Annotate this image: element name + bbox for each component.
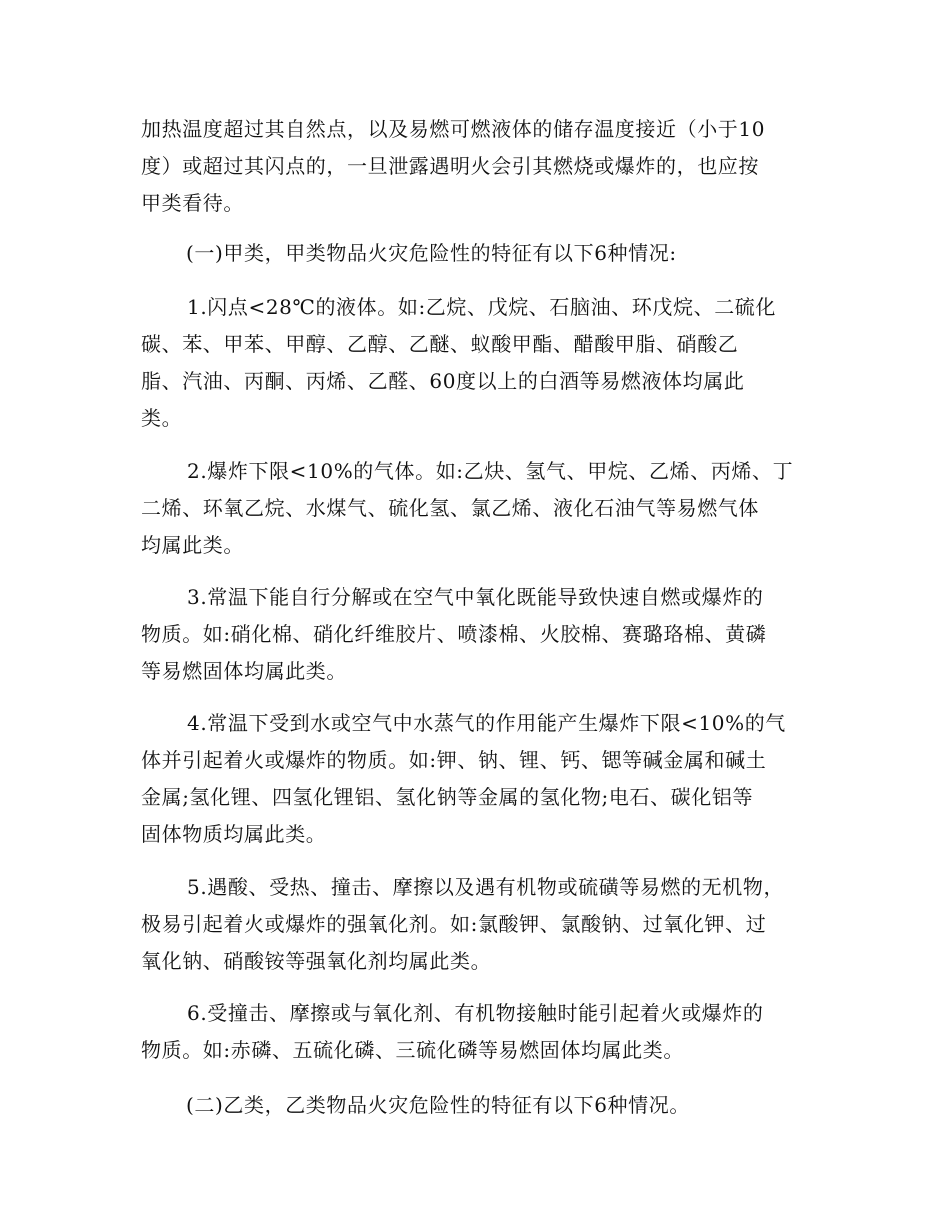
text-line: 甲类看待。: [141, 191, 244, 215]
text-line: 2.爆炸下限<10%的气体。如:乙炔、氢气、甲烷、乙烯、丙烯、丁: [187, 459, 794, 483]
text-line: 类。: [141, 406, 183, 430]
text-line: 6.受撞击、摩擦或与氧化剂、有机物接触时能引起着火或爆炸的: [187, 1001, 764, 1025]
text-line: 等易燃固体均属此类。: [141, 659, 347, 683]
text-line: 体并引起着火或爆炸的物质。如:钾、钠、锂、钙、锶等碱金属和碱土: [141, 748, 767, 772]
section-heading-class-a: [186, 235, 858, 272]
paragraph-intro: [141, 111, 813, 222]
text-line: (二)乙类，乙类物品火灾危险性的特征有以下6种情况。: [186, 1093, 690, 1117]
text-line: 碳、苯、甲苯、甲醇、乙醇、乙醚、蚁酸甲酯、醋酸甲脂、硝酸乙: [141, 332, 739, 356]
text-line: 4.常温下受到水或空气中水蒸气的作用能产生爆炸下限<10%的气: [187, 711, 786, 735]
text-line: 脂、汽油、丙酮、丙烯、乙醛、60度以上的白酒等易燃液体均属此: [141, 369, 745, 393]
list-item-4: [141, 705, 813, 853]
text-line: 物质。如:硝化棉、硝化纤维胶片、喷漆棉、火胶棉、赛璐珞棉、黄磷: [141, 622, 767, 646]
text-line: 物质。如:赤磷、五硫化磷、三硫化磷等易燃固体均属此类。: [141, 1038, 684, 1062]
list-item-2: [141, 453, 813, 564]
text-line: 固体物质均属此类。: [141, 822, 327, 846]
text-line: (一)甲类，甲类物品火灾危险性的特征有以下6种情况:: [186, 241, 677, 265]
text-line: 1.闪点<28℃的液体。如:乙烷、戊烷、石脑油、环戊烷、二硫化: [187, 295, 776, 319]
list-item-6: [141, 995, 813, 1069]
text-line: 加热温度超过其自然点，以及易燃可燃液体的储存温度接近（小于10: [141, 117, 766, 141]
text-line: 二烯、环氧乙烷、水煤气、硫化氢、氯乙烯、液化石油气等易燃气体: [141, 496, 759, 520]
text-line: 5.遇酸、受热、撞击、摩擦以及遇有机物或硫磺等易燃的无机物，: [187, 875, 785, 899]
text-line: 极易引起着火或爆炸的强氧化剂。如:氯酸钾、氯酸钠、过氧化钾、过: [141, 912, 767, 936]
text-line: 氧化钠、硝酸铵等强氧化剂均属此类。: [141, 949, 492, 973]
text-line: 均属此类。: [141, 533, 244, 557]
list-item-3: [141, 579, 813, 690]
list-item-1: [141, 289, 813, 437]
list-item-5: [141, 869, 813, 980]
text-line: 度）或超过其闪点的，一旦泄露遇明火会引其燃烧或爆炸的，也应按: [141, 154, 759, 178]
section-heading-class-b: [186, 1087, 858, 1124]
text-line: 金属;氢化锂、四氢化锂铝、氢化钠等金属的氢化物;电石、碳化铝等: [141, 785, 754, 809]
text-line: 3.常温下能自行分解或在空气中氧化既能导致快速自燃或爆炸的: [187, 585, 764, 609]
